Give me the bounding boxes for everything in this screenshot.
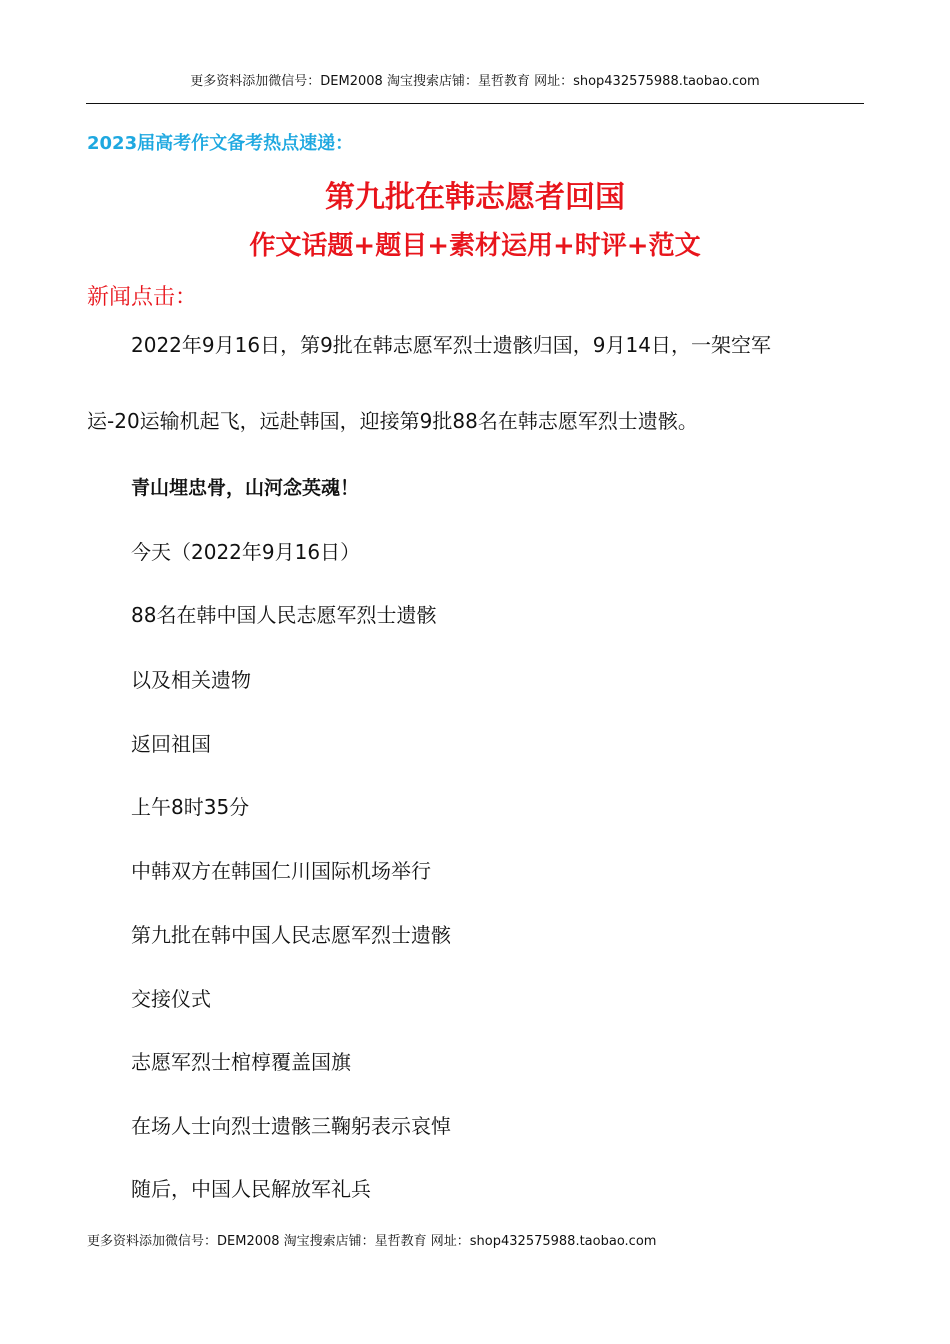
topic-tag-line: 2023届高考作文备考热点速递： — [87, 133, 354, 154]
header-divider — [86, 103, 864, 104]
news-line: 以及相关遗物 — [131, 668, 251, 692]
news-line: 上午8时35分 — [131, 795, 250, 819]
page-header-text: 更多资料添加微信号：DEM2008 淘宝搜索店铺：星哲教育 网址：shop432575988.taobao.com — [190, 74, 760, 89]
page-footer-text: 更多资料添加微信号：DEM2008 淘宝搜索店铺：星哲教育 网址：shop432575988.taobao.com — [87, 1234, 657, 1249]
news-paragraph-line-2: 运-20运输机起飞，远赴韩国，迎接第9批88名在韩志愿军烈士遗骸。 — [87, 409, 698, 433]
document-title: 第九批在韩志愿者回国 — [325, 180, 625, 215]
news-line: 中韩双方在韩国仁川国际机场举行 — [131, 859, 431, 883]
news-line: 88名在韩中国人民志愿军烈士遗骸 — [131, 603, 437, 627]
news-paragraph-line-1: 2022年9月16日，第9批在韩志愿军烈士遗骸归国，9月14日，一架空军 — [131, 333, 771, 357]
news-line: 交接仪式 — [131, 987, 211, 1011]
document-subtitle: 作文话题+题目+素材运用+时评+范文 — [249, 231, 701, 261]
news-line: 第九批在韩中国人民志愿军烈士遗骸 — [131, 923, 451, 947]
news-section-label: 新闻点击： — [87, 285, 198, 310]
news-line: 志愿军烈士棺椁覆盖国旗 — [131, 1050, 351, 1074]
news-line: 返回祖国 — [131, 732, 211, 756]
news-line: 今天（2022年9月16日） — [131, 540, 361, 564]
emphasis-line: 青山埋忠骨，山河念英魂！ — [131, 477, 360, 499]
news-line: 在场人士向烈士遗骸三鞠躬表示哀悼 — [131, 1114, 451, 1138]
news-line: 随后，中国人民解放军礼兵 — [131, 1177, 371, 1201]
